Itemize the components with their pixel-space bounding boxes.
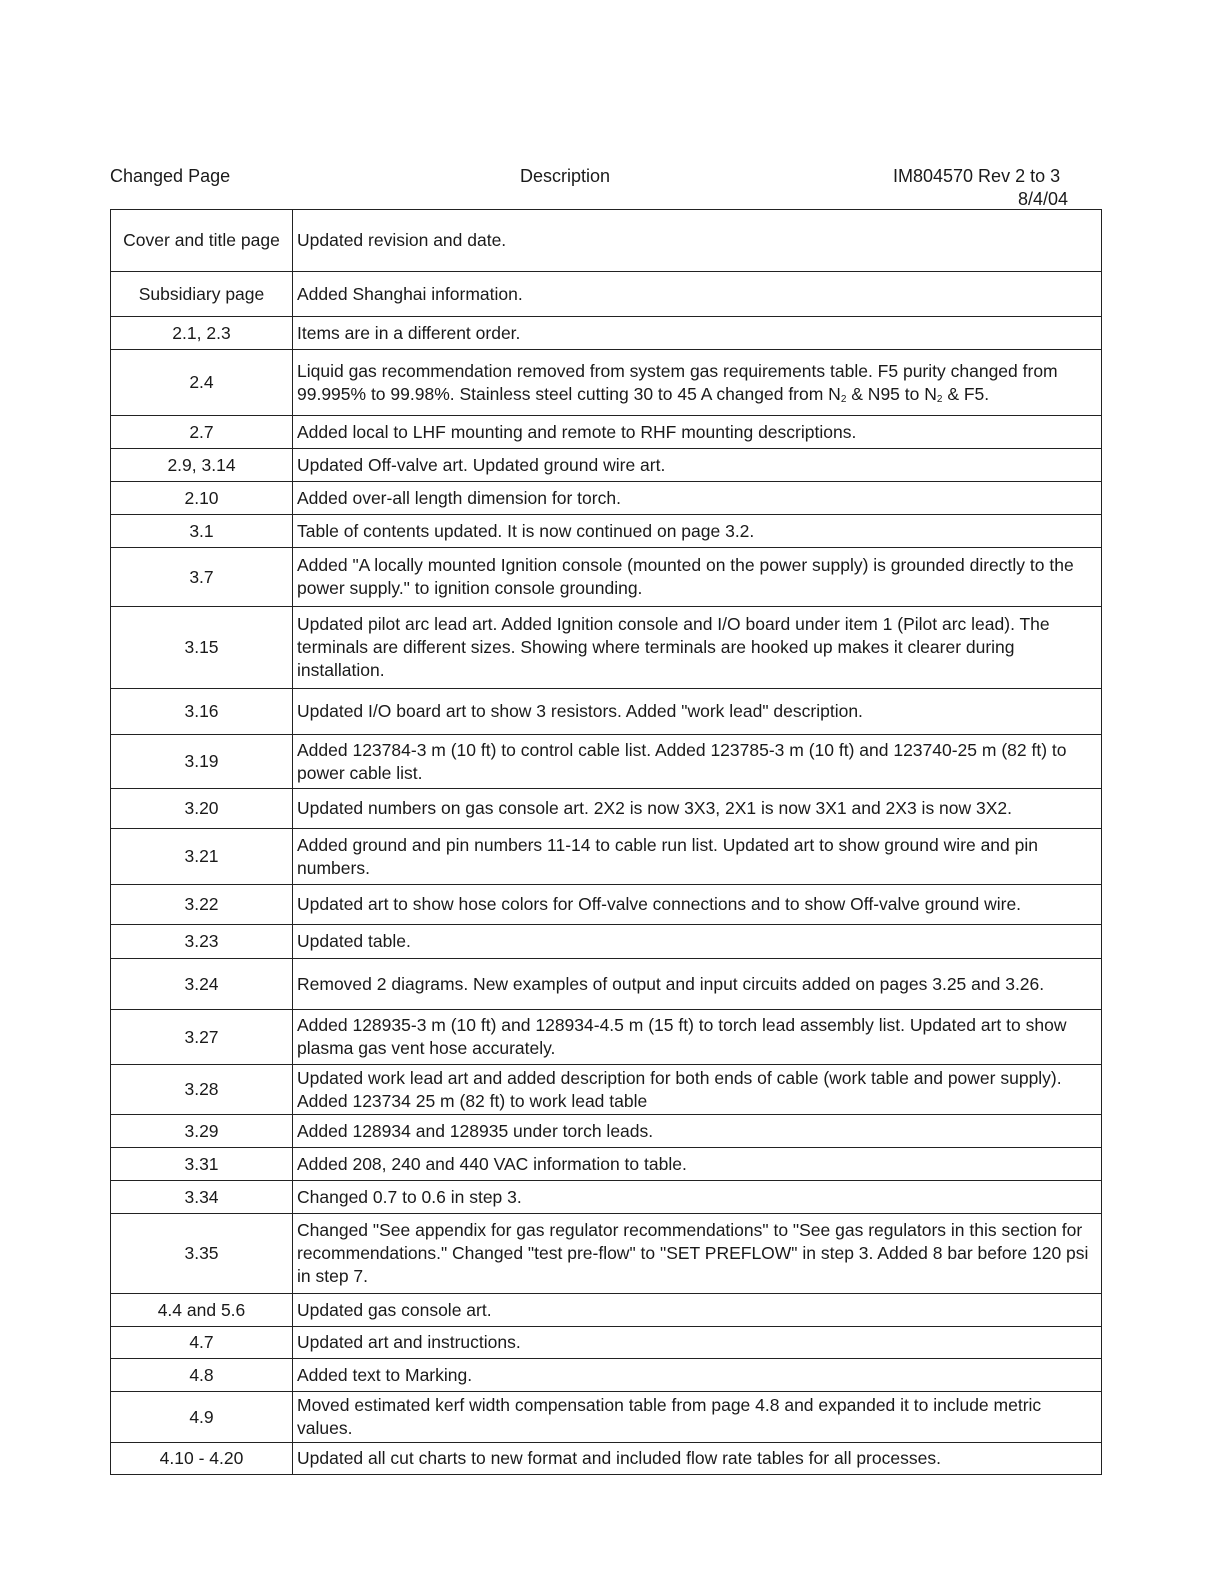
description-cell: Updated numbers on gas console art. 2X2 is now 3X3, 2X1 is now 3X1 and 2X3 is now 3X2.: [293, 789, 1102, 829]
changed-page-cell: 2.9, 3.14: [111, 449, 293, 482]
description-cell: Added local to LHF mounting and remote to RHF mounting descriptions.: [293, 416, 1102, 449]
changed-page-cell: 3.27: [111, 1010, 293, 1065]
changed-page-cell: 2.10: [111, 482, 293, 515]
description-cell: Updated I/O board art to show 3 resistors. Added "work lead" description.: [293, 689, 1102, 735]
changed-page-cell: 3.22: [111, 885, 293, 925]
table-row: [111, 1148, 1102, 1181]
description-cell: Updated gas console art.: [293, 1294, 1102, 1327]
description-cell: Items are in a different order.: [293, 317, 1102, 350]
table-row: [111, 1327, 1102, 1359]
description-cell: Updated table.: [293, 925, 1102, 959]
changed-page-cell: 4.7: [111, 1327, 293, 1359]
table-row: [111, 548, 1102, 607]
description-cell: [293, 350, 1102, 416]
changed-page-cell: 3.34: [111, 1181, 293, 1214]
table-row: [111, 1181, 1102, 1214]
table-row: [111, 416, 1102, 449]
table-row: [111, 482, 1102, 515]
changed-page-cell: 3.29: [111, 1115, 293, 1148]
table-row: [111, 959, 1102, 1010]
changed-page-cell: 4.8: [111, 1359, 293, 1392]
description-cell: Updated all cut charts to new format and included flow rate tables for all processes.: [293, 1443, 1102, 1475]
table-row: [111, 515, 1102, 548]
changed-page-cell: 3.28: [111, 1065, 293, 1115]
table-row: [111, 1115, 1102, 1148]
changed-page-cell: 3.21: [111, 829, 293, 885]
changed-page-cell: 3.16: [111, 689, 293, 735]
description-cell: Added 208, 240 and 440 VAC information to table.: [293, 1148, 1102, 1181]
document-revision: IM804570 Rev 2 to 3: [893, 166, 1061, 186]
revision-table: [110, 209, 1102, 1475]
description-cell: Updated work lead art and added description for both ends of cable (work table and power supply). Added 123734 25 m (82 ft) to work lead table: [293, 1065, 1102, 1115]
table-row: [111, 350, 1102, 416]
description-cell: Added 128934 and 128935 under torch leads.: [293, 1115, 1102, 1148]
table-row: [111, 885, 1102, 925]
changed-page-cell: 3.1: [111, 515, 293, 548]
table-row: [111, 925, 1102, 959]
revision-date: 8/4/04: [1018, 189, 1069, 209]
changed-page-cell: 4.9: [111, 1392, 293, 1443]
description-cell: Changed "See appendix for gas regulator recommendations" to "See gas regulators in this section for recommendations." Changed "test pre-flow" to "SET PREFLOW" in step 3. Added 8 bar before 120 psi in step 7.: [293, 1214, 1102, 1294]
table-row: [111, 1359, 1102, 1392]
changed-page-cell: 2.4: [111, 350, 293, 416]
description-cell: Table of contents updated. It is now continued on page 3.2.: [293, 515, 1102, 548]
changed-page-cell: 3.19: [111, 735, 293, 789]
description-cell: Added 128935-3 m (10 ft) and 128934-4.5 m (15 ft) to torch lead assembly list. Updated art to show plasma gas vent hose accurately.: [293, 1010, 1102, 1065]
description-cell: Added "A locally mounted Ignition console (mounted on the power supply) is grounded directly to the power supply." to ignition console grounding.: [293, 548, 1102, 607]
description-cell: Updated art and instructions.: [293, 1327, 1102, 1359]
table-row: [111, 789, 1102, 829]
table-row: [111, 607, 1102, 689]
table-row: [111, 1443, 1102, 1475]
table-row: [111, 1214, 1102, 1294]
description-cell: Changed 0.7 to 0.6 in step 3.: [293, 1181, 1102, 1214]
changed-page-cell: 2.1, 2.3: [111, 317, 293, 350]
table-row: [111, 210, 1102, 272]
changed-page-cell: 3.20: [111, 789, 293, 829]
description-text: & F5.: [947, 383, 990, 404]
changed-page-cell: 3.31: [111, 1148, 293, 1181]
subscript-2: 2: [840, 393, 847, 405]
column-header-changed-page: Changed Page: [110, 166, 231, 186]
description-cell: Added over-all length dimension for torch.: [293, 482, 1102, 515]
changed-page-cell: 3.35: [111, 1214, 293, 1294]
description-cell: Updated pilot arc lead art. Added Ignition console and I/O board under item 1 (Pilot arc lead). The terminals are different sizes. Showing where terminals are hooked up makes it clearer during installation.: [293, 607, 1102, 689]
description-cell: Added text to Marking.: [293, 1359, 1102, 1392]
table-row: [111, 1065, 1102, 1115]
changed-page-cell: 3.15: [111, 607, 293, 689]
changed-page-cell: 3.24: [111, 959, 293, 1010]
description-cell: Updated revision and date.: [293, 210, 1102, 272]
table-row: [111, 317, 1102, 350]
changed-page-cell: Cover and title page: [111, 210, 293, 272]
table-row: [111, 689, 1102, 735]
changed-page-cell: 3.23: [111, 925, 293, 959]
description-cell: Updated Off-valve art. Updated ground wire art.: [293, 449, 1102, 482]
table-row: [111, 449, 1102, 482]
changed-page-cell: Subsidiary page: [111, 272, 293, 317]
description-cell: Added Shanghai information.: [293, 272, 1102, 317]
changed-page-cell: 3.7: [111, 548, 293, 607]
table-row: [111, 829, 1102, 885]
changed-page-cell: 2.7: [111, 416, 293, 449]
description-cell: Updated art to show hose colors for Off-valve connections and to show Off-valve ground wire.: [293, 885, 1102, 925]
table-row: [111, 272, 1102, 317]
table-row: [111, 1294, 1102, 1327]
changed-page-cell: 4.10 - 4.20: [111, 1443, 293, 1475]
description-text: & N95 to N: [851, 383, 937, 404]
description-cell: Added ground and pin numbers 11-14 to cable run list. Updated art to show ground wire and pin numbers.: [293, 829, 1102, 885]
column-header-description: Description: [520, 166, 611, 186]
description-cell: Removed 2 diagrams. New examples of output and input circuits added on pages 3.25 and 3.26.: [293, 959, 1102, 1010]
table-row: [111, 1010, 1102, 1065]
table-row: [111, 1392, 1102, 1443]
description-text: Liquid gas recommendation removed from system gas requirements table. F5 purity changed from 99.995% to 99.98%. Stainless steel cutting 30 to 45 A changed from N: [297, 360, 1058, 404]
table-row: [111, 735, 1102, 789]
subscript-2: 2: [936, 393, 943, 405]
description-cell: Added 123784-3 m (10 ft) to control cable list. Added 123785-3 m (10 ft) and 123740-25 m (82 ft) to power cable list.: [293, 735, 1102, 789]
description-cell: Moved estimated kerf width compensation table from page 4.8 and expanded it to include metric values.: [293, 1392, 1102, 1443]
changed-page-cell: 4.4 and 5.6: [111, 1294, 293, 1327]
